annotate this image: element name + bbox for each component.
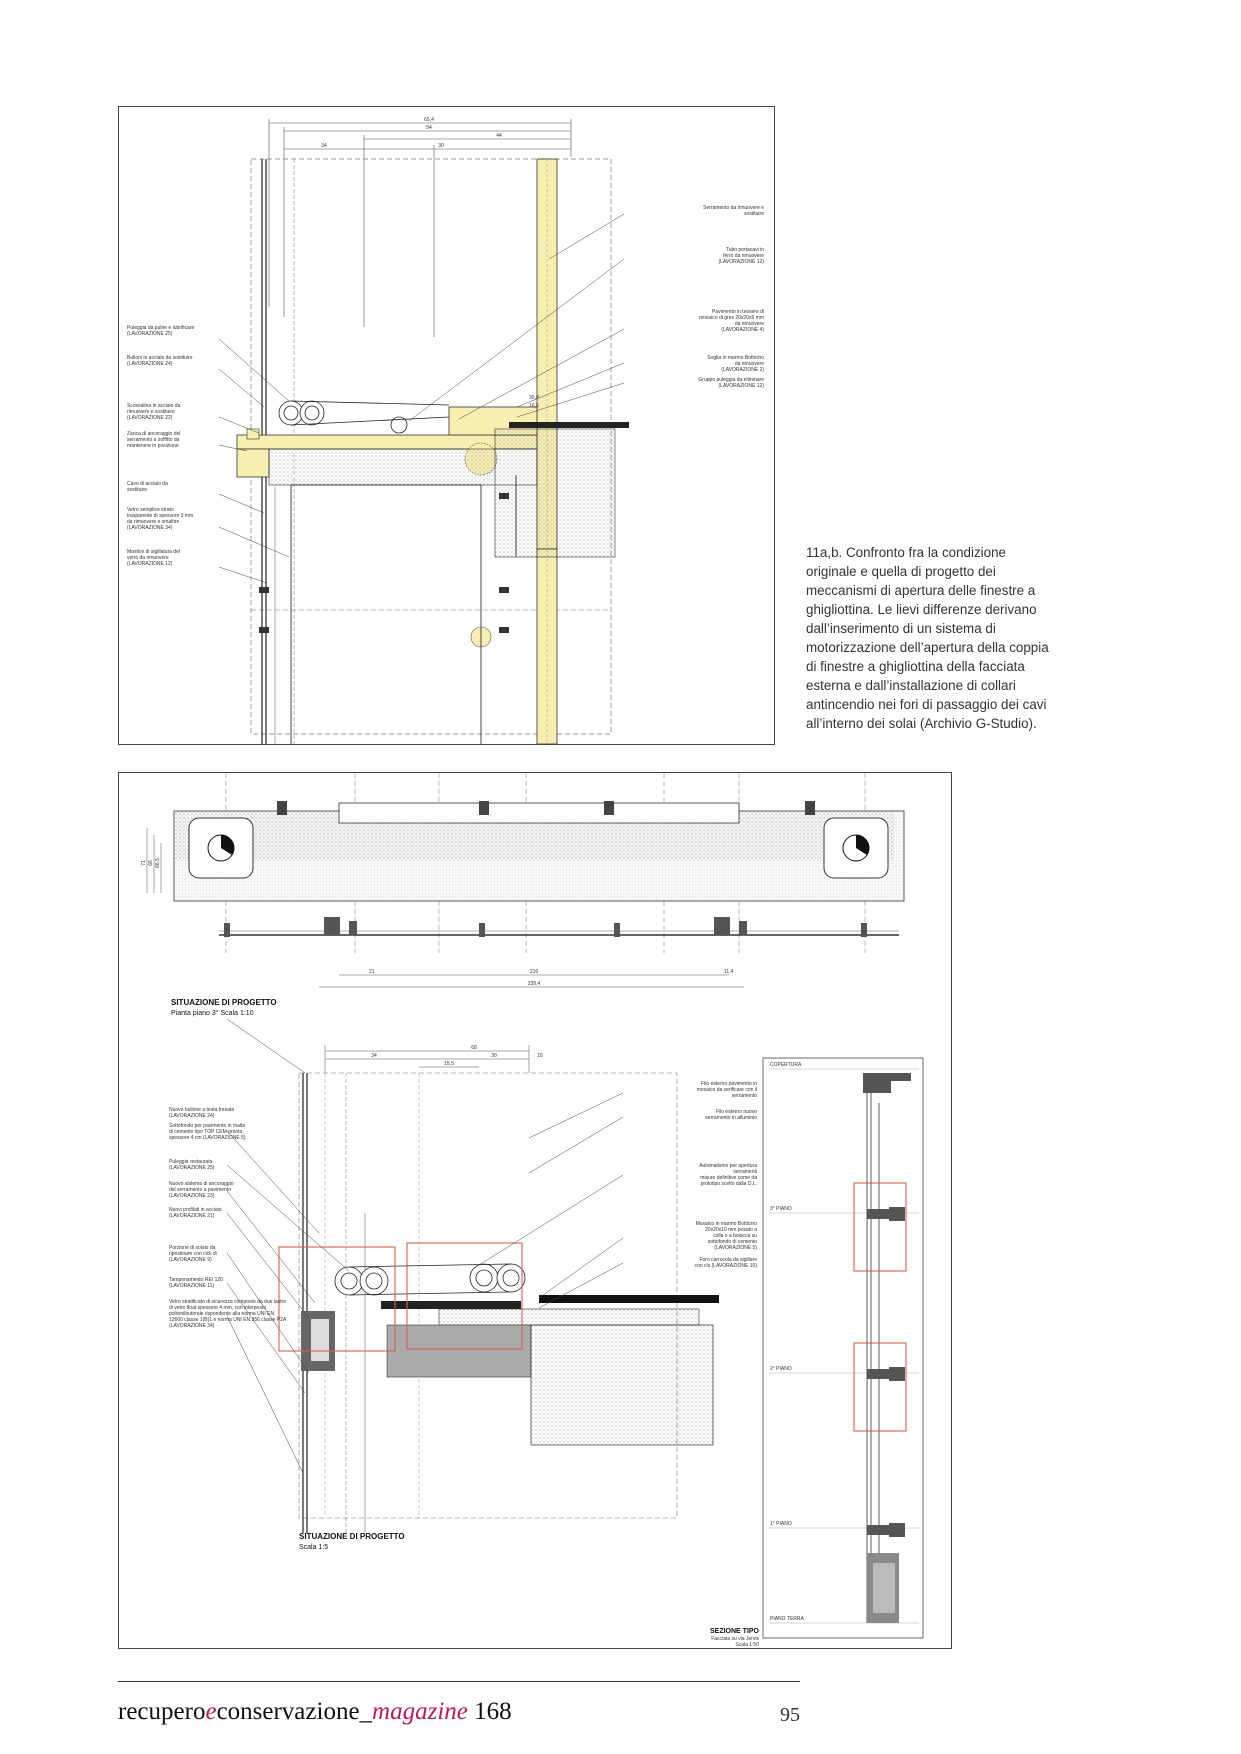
figure-11a-drawing bbox=[119, 107, 774, 744]
dim-label: 10 bbox=[537, 1053, 543, 1059]
plan-subtitle: Pianta piano 3° Scala 1:10 bbox=[171, 1010, 254, 1017]
dim-label: 44 bbox=[496, 133, 502, 139]
annotation: Zanca di ancoraggio del serramento a soffitto da mantenere in posizione bbox=[127, 431, 181, 449]
annotation: Sottofondo per pavimento in malta di cemento tipo TOP CEM pronto, spessore 4 cm (LAVORAZIONE 5) bbox=[169, 1123, 246, 1141]
dim-label: 34 bbox=[321, 143, 327, 149]
magazine-title-part: e bbox=[205, 1698, 217, 1725]
dim-label: 65,4 bbox=[424, 117, 434, 123]
annotation: Cavo di acciaio da sostituire bbox=[127, 481, 168, 493]
annotation: Puleggia restaurata (LAVORAZIONE 25) bbox=[169, 1159, 215, 1171]
figure-11b-right-labels bbox=[695, 1081, 758, 1269]
sezione-tipo-subtitle: Facciata su via Jervis bbox=[711, 1636, 759, 1642]
magazine-issue: 168 bbox=[467, 1698, 512, 1725]
section-subtitle: Scala 1:5 bbox=[299, 1544, 329, 1551]
sezione-tipo-title: SEZIONE TIPO bbox=[709, 1628, 759, 1635]
figure-11b-left-labels bbox=[169, 1107, 287, 1329]
annotation: Scossalina in acciaio da rimuovere e sostituire (LAVORAZIONE 22) bbox=[127, 403, 181, 421]
dim-label: 239,4 bbox=[527, 981, 541, 987]
annotation: Nuovo sistema di ancoraggio del serramento a pavimento (LAVORAZIONE 23) bbox=[169, 1181, 234, 1199]
figure-11a-right-labels bbox=[698, 205, 764, 389]
figure-caption: 11a,b. Confronto fra la condizione originale e quella di progetto dei meccanismi di apertura delle finestre a ghigliottina. Le lievi differenze derivano dall’inserimento di un sistema di motorizzazione dell’apertura della coppia di finestre a ghigliottina della facciata esterna e dall’installazione di collari antincendio nei fori di passaggio dei cavi all’interno dei solai (Archivio G-Studio). bbox=[806, 545, 1049, 731]
footer-rule bbox=[118, 1681, 800, 1682]
dim-label: 66 bbox=[148, 860, 154, 866]
figure-11a-left-labels bbox=[127, 325, 194, 567]
sezione-tipo-panel bbox=[763, 1058, 923, 1638]
annotation: Bulloni in acciaio da sostituire (LAVORAZIONE 24) bbox=[127, 355, 193, 367]
dim-label: 21 bbox=[369, 969, 375, 975]
annotation: Mastice di sigillatura del vetro da rimuovere (LAVORAZIONE 12) bbox=[127, 549, 181, 567]
dim-label: 66,5 bbox=[155, 858, 161, 868]
annotation: Vetro stratificato di sicurezza composto da due lastre di vetro float spessore 4 mm, con interposto polivinilbutirrale rispondente alla norma UNI EN 12600 classe 1(B)1 e norma UNI EN 356 classe P2A (LAVORAZIONE 34) bbox=[169, 1299, 287, 1329]
dim-label: 11,4 bbox=[724, 969, 734, 975]
level-label: 3° PIANO bbox=[770, 1206, 792, 1212]
annotation: Gruppo puleggia da eliminare (LAVORAZIONE 12) bbox=[698, 377, 764, 389]
figure-11b-drawing bbox=[119, 773, 951, 1648]
figure-11b bbox=[118, 772, 952, 1649]
dim-label: 30,8 bbox=[529, 395, 539, 401]
dim-label: 30 bbox=[438, 143, 444, 149]
level-label: COPERTURA bbox=[770, 1062, 802, 1068]
magazine-title-part: conservazione_ bbox=[216, 1698, 373, 1725]
section-title: SITUAZIONE DI PROGETTO bbox=[299, 1532, 405, 1541]
level-label: PIANO TERRA bbox=[770, 1616, 804, 1622]
annotation: Soglia in marmo Botticino da rimuovere (LAVORAZIONE 2) bbox=[707, 355, 764, 373]
dim-label: 68 bbox=[471, 1045, 477, 1051]
dim-label: 71 bbox=[141, 860, 147, 866]
annotation: Tubo portacavi in ferro da rimuovere (LAVORAZIONE 12) bbox=[718, 247, 764, 265]
annotation: Automatismo per apertura serramenti misure definitive come da prototipo scelto dalla D.L. bbox=[699, 1163, 757, 1187]
annotation: Serramento da rimuovere e sostituire bbox=[703, 205, 764, 217]
annotation: Nuovo bullone a testa fresata (LAVORAZIONE 24) bbox=[169, 1107, 235, 1119]
annotation: Filo esterno pavimento in mosaico da verificare con il serramento bbox=[696, 1081, 757, 1099]
dim-label: 216 bbox=[529, 969, 539, 975]
level-label: 1° PIANO bbox=[770, 1521, 792, 1527]
annotation: Foro carrucola da sigillare con cls (LAVORAZIONE 10) bbox=[694, 1257, 757, 1269]
level-label: 2° PIANO bbox=[770, 1366, 792, 1372]
figure-11a bbox=[118, 106, 775, 745]
page-number: 95 bbox=[780, 1704, 800, 1726]
annotation: Nuovi profilati in acciaio (LAVORAZIONE 21) bbox=[169, 1207, 222, 1219]
magazine-title-part: magazine bbox=[372, 1698, 468, 1725]
sezione-tipo-scale: Scala 1:50 bbox=[735, 1642, 759, 1648]
annotation: Pavimento in tessere di mosaico di gres 20x20x6 mm da rimuovere (LAVORAZIONE 4) bbox=[698, 309, 764, 333]
annotation: Tamponamento REI 120 (LAVORAZIONE 11) bbox=[169, 1277, 223, 1289]
dim-label: 34 bbox=[371, 1053, 377, 1059]
dim-label: 15,5 bbox=[444, 1061, 454, 1067]
dim-label: 30 bbox=[491, 1053, 497, 1059]
annotation: Vetro semplice strato trasparente di spessore 3 mm da rimuovere e smaltire (LAVORAZIONE 34) bbox=[127, 507, 194, 531]
magazine-title bbox=[118, 1698, 512, 1726]
annotation: Mosaico in marmo Botticino 20x20x10 mm posato a colla o a boiacca su sottofondo di cemento (LAVORAZIONE 5) bbox=[695, 1221, 757, 1251]
annotation: Puleggia da pulire e lubrificare (LAVORAZIONE 25) bbox=[127, 325, 195, 337]
plan-title: SITUAZIONE DI PROGETTO bbox=[171, 998, 277, 1007]
dim-label: 54 bbox=[426, 125, 432, 131]
magazine-title-part: recupero bbox=[118, 1698, 206, 1725]
dim-label: 16,5 bbox=[529, 403, 539, 409]
annotation: Filo esterno nuovo serramento in alluminio bbox=[705, 1109, 757, 1121]
annotation: Porzione di solaio da ripristinare con cicli di (LAVORAZIONE 9) bbox=[169, 1245, 217, 1263]
